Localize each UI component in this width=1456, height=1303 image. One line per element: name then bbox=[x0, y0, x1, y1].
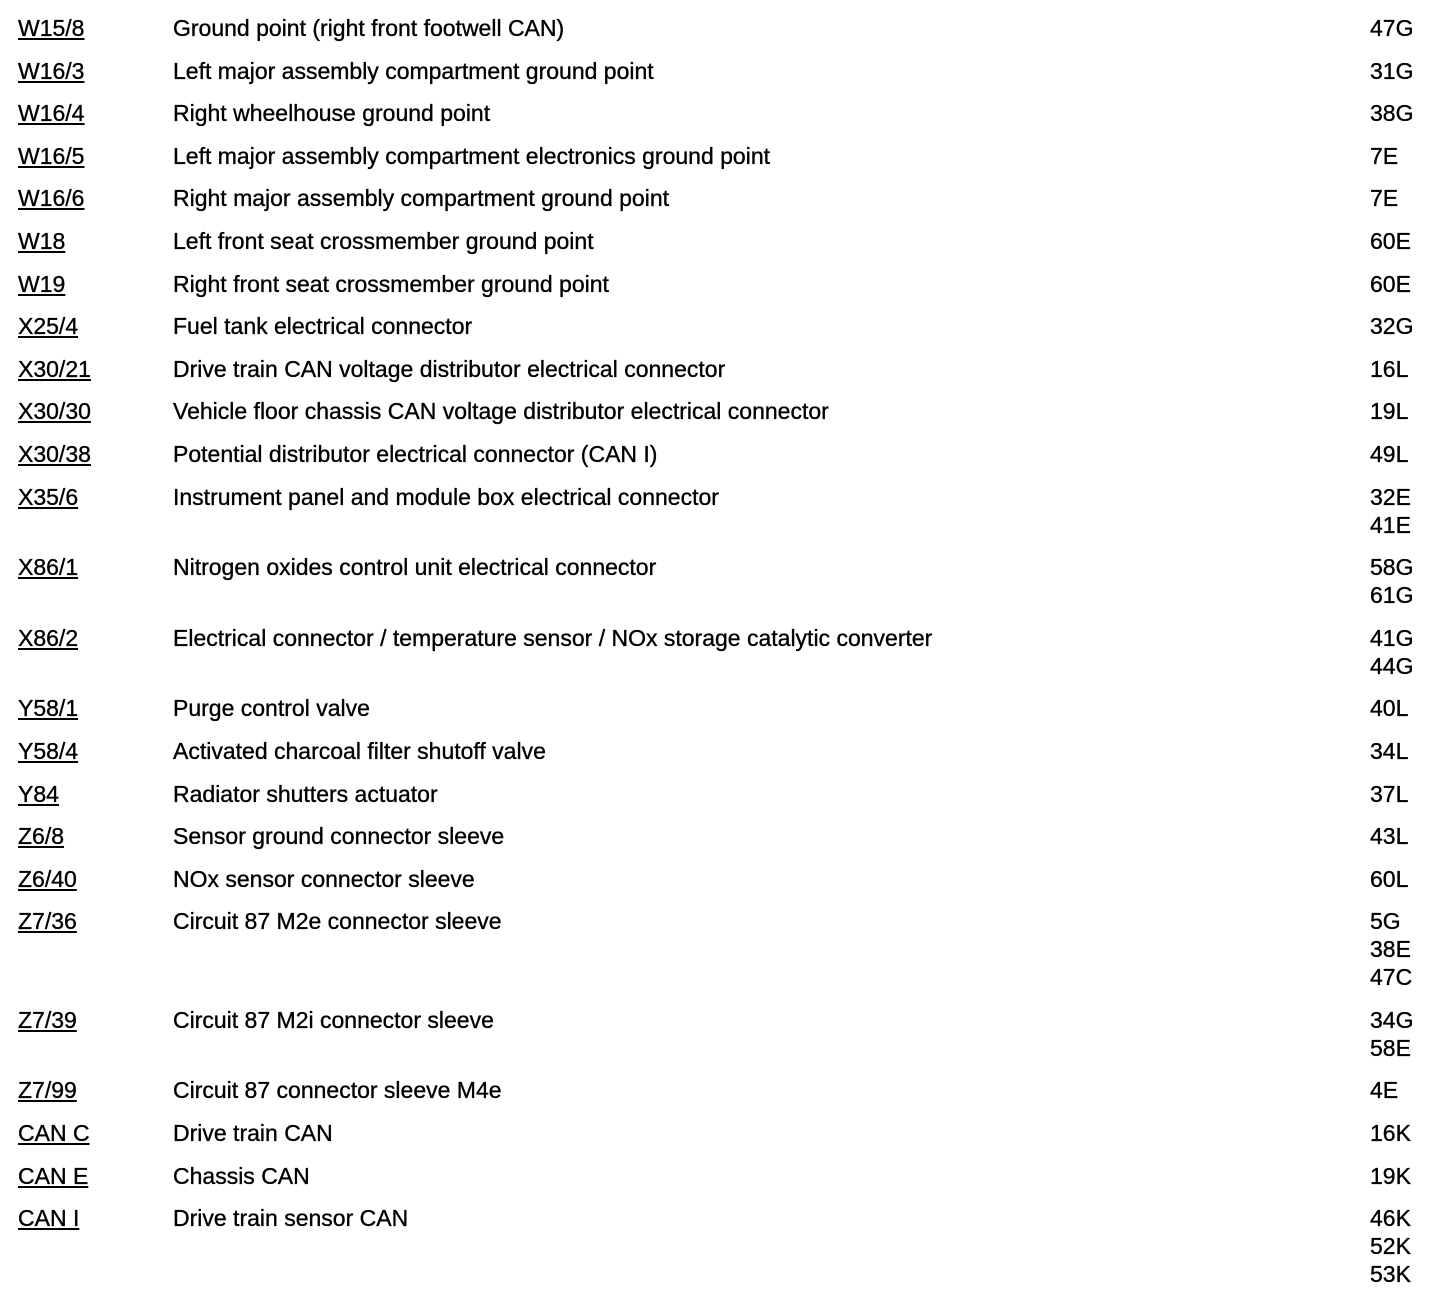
grid-coordinate: 37L bbox=[1370, 780, 1409, 807]
grid-coordinate: 53K bbox=[1370, 1261, 1411, 1288]
grid-coordinates bbox=[1370, 483, 1411, 539]
component-code-link[interactable]: W19 bbox=[18, 270, 66, 297]
component-description: Activated charcoal filter shutoff valve bbox=[173, 737, 546, 764]
component-code-link[interactable]: X30/21 bbox=[18, 355, 91, 382]
legend-row bbox=[0, 440, 1456, 483]
grid-coordinates bbox=[1370, 99, 1413, 127]
component-code-link[interactable]: Z6/8 bbox=[18, 823, 65, 850]
component-description: Drive train CAN bbox=[173, 1120, 333, 1147]
grid-coordinate: 34L bbox=[1370, 737, 1409, 764]
component-description: Nitrogen oxides control unit electrical connector bbox=[173, 554, 657, 581]
component-code-link[interactable]: CAN C bbox=[18, 1120, 90, 1147]
component-description: Potential distributor electrical connector (CAN I) bbox=[173, 440, 658, 467]
grid-coordinate: 60L bbox=[1370, 865, 1409, 892]
grid-coordinate: 61G bbox=[1370, 582, 1414, 609]
grid-coordinate: 38G bbox=[1370, 100, 1414, 127]
legend-row bbox=[0, 737, 1456, 780]
grid-coordinate: 31G bbox=[1370, 57, 1414, 84]
component-code-link[interactable]: W15/8 bbox=[18, 15, 85, 41]
component-code-link[interactable]: Z7/39 bbox=[18, 1006, 77, 1033]
legend-row bbox=[0, 624, 1456, 695]
grid-coordinate: 5G bbox=[1370, 908, 1401, 935]
component-code-link[interactable]: W16/3 bbox=[18, 57, 85, 84]
component-code-link[interactable]: X86/1 bbox=[18, 554, 79, 581]
component-description: Left front seat crossmember ground point bbox=[173, 227, 594, 254]
component-description: Chassis CAN bbox=[173, 1162, 310, 1189]
legend-row bbox=[0, 312, 1456, 355]
component-description: Right front seat crossmember ground point bbox=[173, 270, 609, 297]
grid-coordinates bbox=[1370, 907, 1412, 991]
legend-row bbox=[0, 355, 1456, 398]
grid-coordinates bbox=[1370, 57, 1413, 85]
component-description: Right wheelhouse ground point bbox=[173, 100, 491, 127]
legend-row bbox=[0, 1076, 1456, 1119]
grid-coordinate: 34G bbox=[1370, 1006, 1414, 1033]
grid-coordinate: 60E bbox=[1370, 227, 1411, 254]
grid-coordinates bbox=[1370, 780, 1408, 808]
component-code-link[interactable]: Y58/4 bbox=[18, 737, 79, 764]
grid-coordinate: 49L bbox=[1370, 440, 1409, 467]
grid-coordinate: 41E bbox=[1370, 511, 1411, 538]
legend-row bbox=[0, 57, 1456, 100]
component-code-link[interactable]: Z7/36 bbox=[18, 908, 77, 935]
component-description: NOx sensor connector sleeve bbox=[173, 865, 475, 892]
legend-row bbox=[0, 1006, 1456, 1077]
legend-row bbox=[0, 1162, 1456, 1205]
grid-coordinates bbox=[1370, 553, 1413, 609]
legend-row bbox=[0, 270, 1456, 313]
component-description: Ground point (right front footwell CAN) bbox=[173, 15, 565, 41]
grid-coordinates bbox=[1370, 1119, 1411, 1147]
component-code-link[interactable]: W16/6 bbox=[18, 185, 85, 212]
legend-row bbox=[0, 227, 1456, 270]
component-description: Purge control valve bbox=[173, 695, 370, 722]
component-code-link[interactable]: X25/4 bbox=[18, 313, 79, 340]
component-code-link[interactable]: W16/5 bbox=[18, 142, 85, 169]
legend-row bbox=[0, 822, 1456, 865]
grid-coordinates bbox=[1370, 1204, 1411, 1288]
legend-row bbox=[0, 184, 1456, 227]
legend-row bbox=[0, 142, 1456, 185]
legend-row bbox=[0, 1204, 1456, 1303]
legend-row bbox=[0, 780, 1456, 823]
grid-coordinate: 58E bbox=[1370, 1034, 1411, 1061]
grid-coordinate: 52K bbox=[1370, 1233, 1411, 1260]
grid-coordinate: 32E bbox=[1370, 483, 1411, 510]
legend-row bbox=[0, 907, 1456, 1006]
grid-coordinates bbox=[1370, 227, 1411, 255]
grid-coordinates bbox=[1370, 440, 1408, 468]
component-description: Circuit 87 connector sleeve M4e bbox=[173, 1077, 502, 1104]
component-code-link[interactable]: Y84 bbox=[18, 780, 59, 807]
grid-coordinate: 19L bbox=[1370, 398, 1409, 425]
component-code-link[interactable]: X30/30 bbox=[18, 398, 91, 425]
legend-row bbox=[0, 397, 1456, 440]
component-code-link[interactable]: W18 bbox=[18, 227, 66, 254]
grid-coordinates bbox=[1370, 624, 1413, 680]
legend-row bbox=[0, 99, 1456, 142]
component-code-link[interactable]: X86/2 bbox=[18, 624, 79, 651]
grid-coordinate: 47G bbox=[1370, 15, 1414, 41]
legend-row bbox=[0, 483, 1456, 554]
component-description: Sensor ground connector sleeve bbox=[173, 823, 505, 850]
legend-row bbox=[0, 14, 1456, 57]
grid-coordinate: 19K bbox=[1370, 1162, 1411, 1189]
component-description: Right major assembly compartment ground point bbox=[173, 185, 670, 212]
grid-coordinates bbox=[1370, 270, 1411, 298]
grid-coordinates bbox=[1370, 865, 1408, 893]
legend-row bbox=[0, 865, 1456, 908]
grid-coordinates bbox=[1370, 397, 1408, 425]
component-description: Circuit 87 M2e connector sleeve bbox=[173, 908, 502, 935]
grid-coordinate: 58G bbox=[1370, 554, 1414, 581]
component-description: Drive train CAN voltage distributor electrical connector bbox=[173, 355, 726, 382]
grid-coordinates bbox=[1370, 1162, 1411, 1190]
grid-coordinate: 40L bbox=[1370, 695, 1409, 722]
grid-coordinates bbox=[1370, 694, 1408, 722]
grid-coordinate: 32G bbox=[1370, 313, 1414, 340]
component-code-link[interactable]: Y58/1 bbox=[18, 695, 79, 722]
component-description: Left major assembly compartment electronics ground point bbox=[173, 142, 771, 169]
component-description: Radiator shutters actuator bbox=[173, 780, 438, 807]
grid-coordinate: 60E bbox=[1370, 270, 1411, 297]
grid-coordinate: 4E bbox=[1370, 1077, 1399, 1104]
component-code-link[interactable]: Z7/99 bbox=[18, 1077, 77, 1104]
grid-coordinate: 7E bbox=[1370, 142, 1399, 169]
grid-coordinates bbox=[1370, 355, 1408, 383]
component-description: Instrument panel and module box electrical connector bbox=[173, 483, 719, 510]
legend-row bbox=[0, 553, 1456, 624]
component-code-link[interactable]: X30/38 bbox=[18, 440, 91, 467]
legend-row bbox=[0, 1119, 1456, 1162]
grid-coordinate: 38E bbox=[1370, 936, 1411, 963]
legend-row bbox=[0, 694, 1456, 737]
grid-coordinates bbox=[1370, 737, 1408, 765]
grid-coordinate: 46K bbox=[1370, 1205, 1411, 1232]
component-description: Left major assembly compartment ground point bbox=[173, 57, 654, 84]
grid-coordinates bbox=[1370, 184, 1398, 212]
component-code-link[interactable]: CAN I bbox=[18, 1205, 80, 1232]
grid-coordinate: 43L bbox=[1370, 823, 1409, 850]
grid-coordinate: 47C bbox=[1370, 964, 1413, 991]
component-description: Electrical connector / temperature sensor / NOx storage catalytic converter bbox=[173, 624, 933, 651]
component-description: Drive train sensor CAN bbox=[173, 1205, 409, 1232]
grid-coordinates bbox=[1370, 822, 1408, 850]
grid-coordinate: 16K bbox=[1370, 1120, 1411, 1147]
grid-coordinates bbox=[1370, 1006, 1413, 1062]
grid-coordinate: 44G bbox=[1370, 652, 1414, 679]
grid-coordinates bbox=[1370, 312, 1413, 340]
component-code-link[interactable]: CAN E bbox=[18, 1162, 89, 1189]
grid-coordinates bbox=[1370, 14, 1413, 42]
component-code-link[interactable]: X35/6 bbox=[18, 483, 79, 510]
grid-coordinate: 16L bbox=[1370, 355, 1409, 382]
component-code-link[interactable]: Z6/40 bbox=[18, 865, 77, 892]
grid-coordinates bbox=[1370, 1076, 1398, 1104]
grid-coordinate: 7E bbox=[1370, 185, 1399, 212]
component-description: Vehicle floor chassis CAN voltage distributor electrical connector bbox=[173, 398, 829, 425]
grid-coordinate: 41G bbox=[1370, 624, 1414, 651]
grid-coordinates bbox=[1370, 142, 1398, 170]
component-description: Circuit 87 M2i connector sleeve bbox=[173, 1006, 494, 1033]
component-description: Fuel tank electrical connector bbox=[173, 313, 473, 340]
component-code-link[interactable]: W16/4 bbox=[18, 100, 85, 127]
